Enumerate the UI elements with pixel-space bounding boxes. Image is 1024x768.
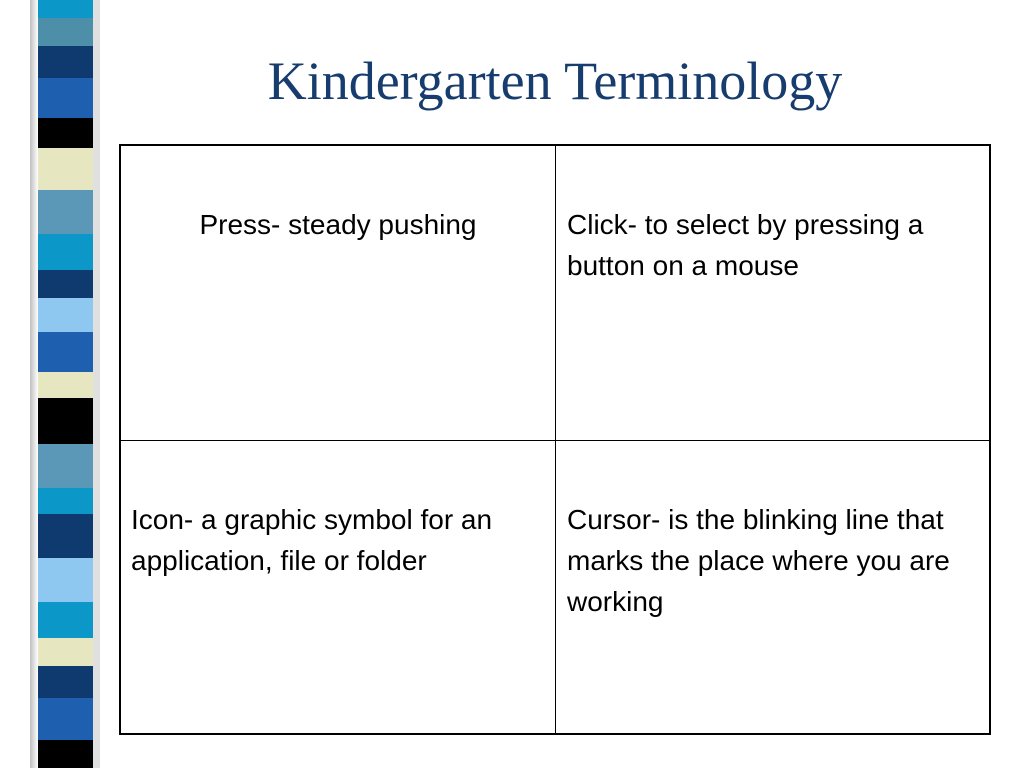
term-cell-cursor: Cursor- is the blinking line that marks the place where you are working [556,441,991,735]
decorative-striped-bar [30,0,100,768]
term-cell-press: Press- steady pushing [120,145,556,441]
term-cell-icon: Icon- a graphic symbol for an application, file or folder [120,441,556,735]
slide-title: Kindergarten Terminology [267,51,843,111]
term-cell-click: Click- to select by pressing a button on a mouse [556,145,991,441]
terminology-table [119,144,991,735]
table-row [120,441,990,735]
table-row [120,145,990,441]
